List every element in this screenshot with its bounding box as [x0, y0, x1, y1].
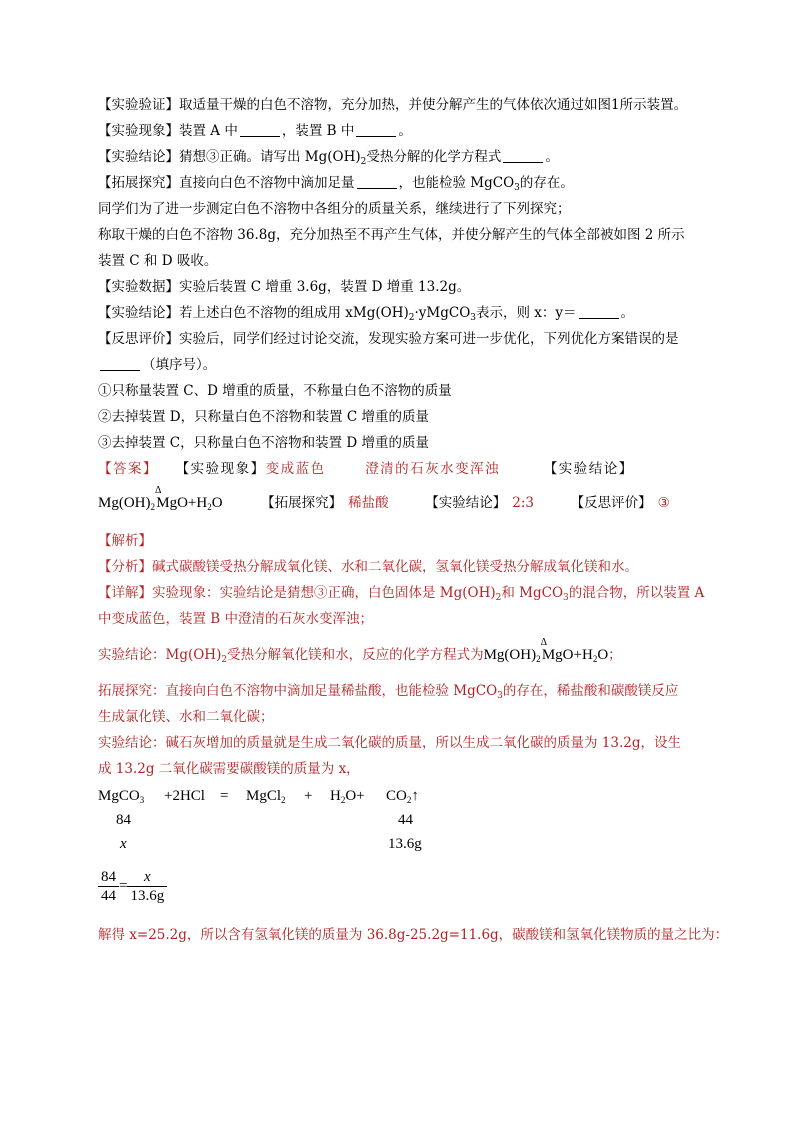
text-line: 同学们为了进一步测定白色不溶物中各组分的质量关系，继续进行了下列探究； — [98, 201, 571, 217]
evaluation-line: 【反思评价】实验后，同学们经过讨论交流，发现实验方案可进一步优化，下列优化方案错误的是 — [98, 331, 679, 347]
proportion: $\frac{84}{44}$ = $\frac{x}{13.6g}$ — [98, 868, 710, 912]
answer-blank — [357, 174, 397, 189]
detail-line: 【详解】实验现象：实验结论是猜想③正确，白色固体是 $Mg(OH)_2$和 MgCO$_3$的混合物，所以装置 A — [98, 585, 705, 603]
answer-line: 【答案】 【实验现象】变成蓝色 澄清的石灰水变浑浊 【实验结论】 — [98, 461, 634, 477]
section-tag: 【实验结论】 — [543, 461, 634, 477]
section-tag: 【实验结论】 — [425, 495, 507, 511]
section-tag: 【拓展探究】 — [261, 495, 343, 511]
text-line: 装置 C 和 D 吸收。 — [98, 253, 218, 269]
answer-blank — [503, 148, 543, 163]
section-tag: 【拓展探究】 — [98, 175, 179, 191]
answer-blank — [579, 304, 619, 319]
option-2: ②去掉装置 D，只称量白色不溶物和装置 C 增重的质量 — [98, 409, 430, 425]
section-tag: 【反思评价】 — [570, 495, 652, 511]
analysis-title: 【解析】 — [98, 533, 152, 549]
section-tag: 【分析】 — [98, 559, 152, 575]
analysis-equation-line: 实验结论：$Mg(OH)_2$受热分解氧化镁和水，反应的化学方程式为$Mg(OH)_2$ Δ $MgO+H_2O$； — [98, 637, 622, 665]
equation: $Mg(OH)_2$ Δ $MgO+H_2O$ — [483, 637, 609, 664]
detail-line-2: 中变成蓝色，装置 B 中澄清的石灰水变浑浊； — [98, 611, 374, 627]
answer-blank — [100, 356, 140, 371]
option-1: ①只称量装置 C、D 增重的质量，不称量白色不溶物的质量 — [98, 383, 452, 399]
section-tag: 【实验结论】 — [98, 305, 179, 321]
conclusion-line: 【实验结论】猜想③正确。请写出 $Mg(OH)_2$受热分解的化学方程式 。 — [98, 149, 559, 167]
extension-analysis-2: 生成氯化镁、水和二氧化碳； — [98, 709, 274, 725]
section-tag: 【详解】 — [98, 585, 152, 601]
extension-line: 【拓展探究】直接向白色不溶物中滴加足量 ，也能检验 MgCO$_3$的存在。 — [98, 175, 574, 193]
data-analysis: 实验结论：碱石灰增加的质量就是生成二氧化碳的质量，所以生成二氧化碳的质量为 13.2g，设生 — [98, 735, 681, 751]
data-analysis-2: 成 13.2g 二氧化碳需要碳酸镁的质量为 x， — [98, 761, 360, 777]
phenomenon-line: 【实验现象】装置 A 中 ，装置 B 中 。 — [98, 123, 412, 139]
data-line: 【实验数据】实验后装置 C 增重 3.6g，装置 D 增重 13.2g。 — [98, 279, 471, 295]
section-tag: 【实验现象】 — [98, 123, 179, 139]
solution-line: 解得 x=25.2g，所以含有氢氧化镁的质量为 36.8g-25.2g=11.6g，碳酸镁和氢氧化镁物质的量之比为： — [98, 927, 729, 943]
answer-line-2: $Mg(OH)_2$ Δ $MgO+H_2O$ 【拓展探究】 稀盐酸 【实验结论】 2:3 【反思评价】 ③ — [98, 485, 670, 512]
section-tag: 【实验验证】 — [98, 97, 179, 113]
reaction-block: MgCO$_3$ +2HCl = MgCl$_2$ + $H_2O+$ $CO_2↑$ 84 44 x 13.6g — [98, 788, 422, 852]
section-tag: 【反思评价】 — [98, 331, 179, 347]
section-tag: 【实验数据】 — [98, 279, 179, 295]
analysis-line: 【分析】碱式碳酸镁受热分解成氧化镁、水和二氧化碳，氢氧化镁受热分解成氧化镁和水。 — [98, 559, 638, 575]
section-tag: 【实验现象】 — [175, 461, 266, 477]
section-tag: 【实验结论】 — [98, 149, 179, 165]
answer-blank — [356, 122, 396, 137]
document-page — [98, 92, 729, 948]
text-line: 称取干燥的白色不溶物 36.8g，充分加热至不再产生气体，并使分解产生的气体全部被如图 2 所示 — [98, 227, 685, 243]
option-3: ③去掉装置 C，只称量白色不溶物和装置 D 增重的质量 — [98, 435, 430, 451]
evaluation-line-2: （填序号）。 — [98, 352, 710, 378]
answer-tag: 【答案】 — [98, 461, 158, 477]
verify-line: 【实验验证】取适量干燥的白色不溶物，充分加热，并使分解产生的气体依次通过如图1所示装置。 — [98, 97, 688, 113]
conclusion2-line: 【实验结论】若上述白色不溶物的组成用 $xMg(OH)_2\cdot yMgCO_3$表示，则 x：y＝ 。 — [98, 305, 635, 323]
answer-blank — [240, 122, 280, 137]
equation: $Mg(OH)_2$ Δ $MgO+H_2O$ — [98, 485, 223, 512]
extension-analysis: 拓展探究：直接向白色不溶物中滴加足量稀盐酸，也能检验 MgCO$_3$的存在，稀盐酸和碳酸镁反应 — [98, 683, 679, 701]
